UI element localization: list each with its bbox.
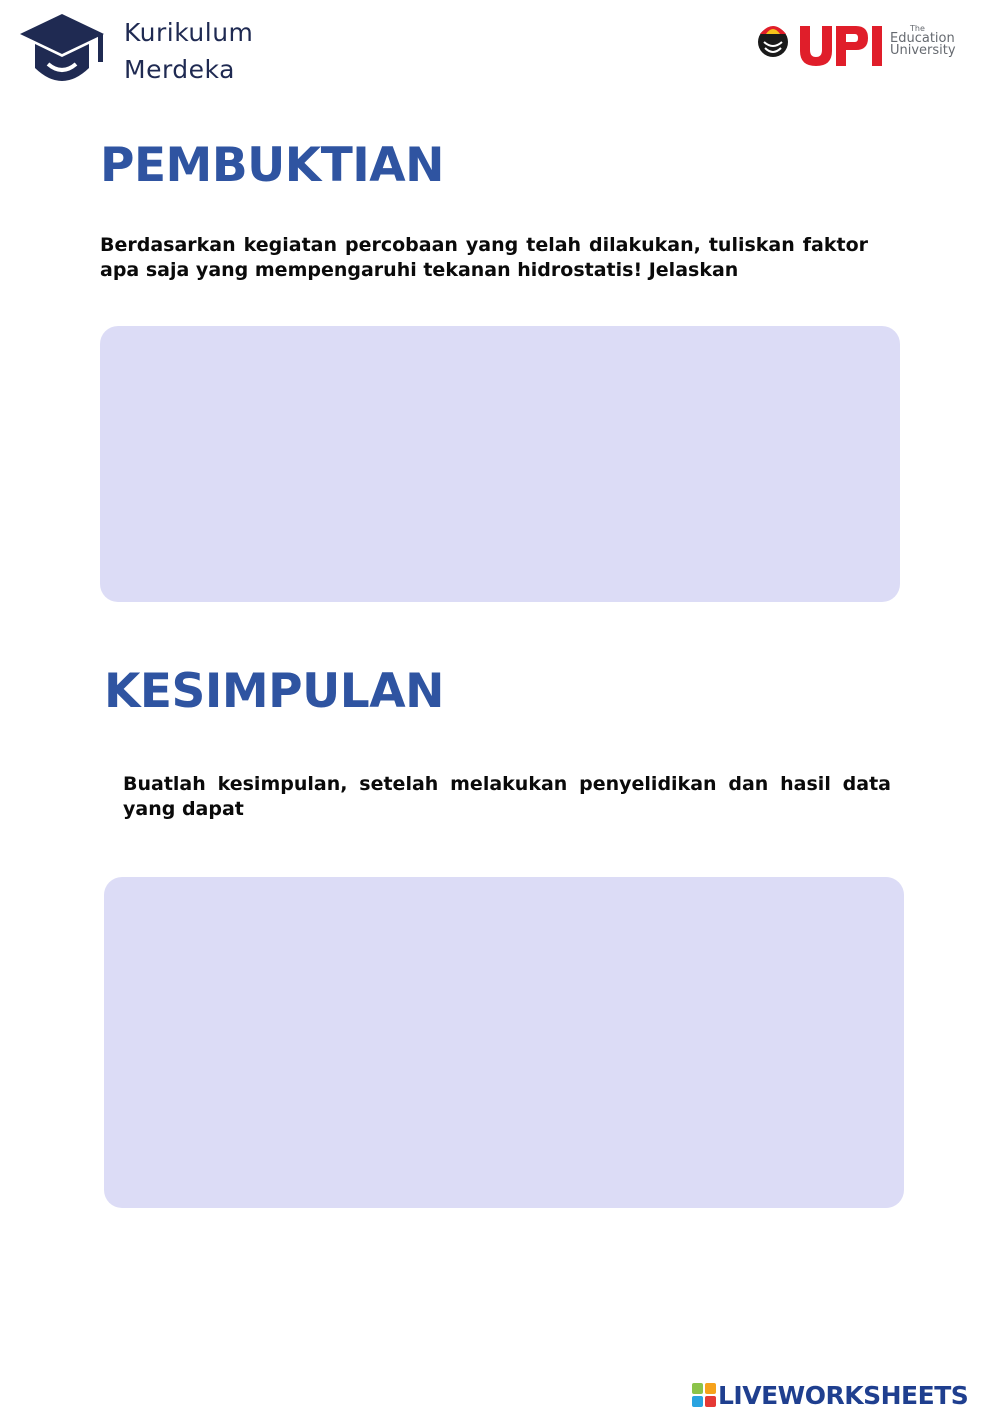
section-heading-pembuktian: PEMBUKTIAN	[100, 138, 444, 193]
upi-tagline-education: Education	[890, 31, 955, 46]
liveworksheets-text: LIVEWORKSHEETS	[718, 1380, 969, 1410]
upi-logo	[756, 20, 956, 68]
upi-tagline-the: The	[910, 24, 925, 33]
liveworksheets-watermark	[692, 1380, 968, 1410]
question-prompt-pembuktian: Berdasarkan kegiatan percobaan yang telah dilakukan, tuliskan faktor apa saja yang mempengaruhi tekanan hidrostatis! Jelaskan	[100, 234, 868, 281]
section-heading-kesimpulan: KESIMPULAN	[104, 664, 444, 719]
brand-line-2: Merdeka	[124, 55, 235, 84]
liveworksheets-icon	[692, 1383, 716, 1407]
brand-line-1: Kurikulum	[124, 18, 254, 47]
upi-emblem-icon	[756, 20, 890, 68]
answer-box-kesimpulan[interactable]	[104, 877, 904, 1208]
question-prompt-kesimpulan: Buatlah kesimpulan, setelah melakukan penyelidikan dan hasil data yang dapat	[123, 773, 891, 820]
upi-tagline-university: University	[890, 43, 956, 58]
brand-title	[124, 14, 253, 88]
answer-box-pembuktian[interactable]	[100, 326, 900, 602]
graduation-cap-icon	[18, 12, 106, 86]
